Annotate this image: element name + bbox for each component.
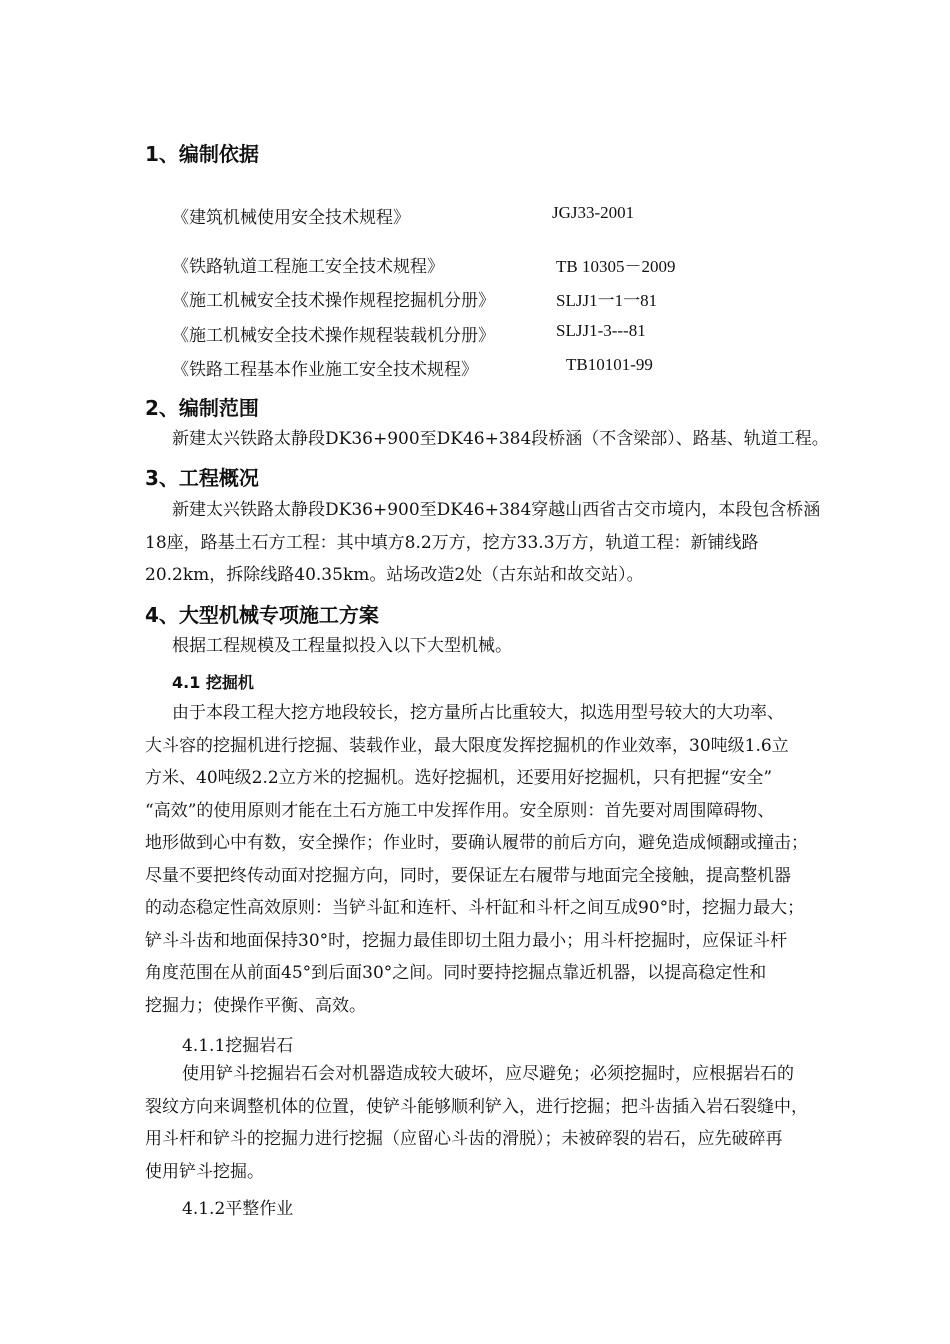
rock-excavation-paragraph: 使用铲斗挖掘岩石会对机器造成较大破坏，应尽避免；必须挖掘时，应根据岩石的 裂纹方向来调整机体的位置，使铲斗能够顺利铲入，进行挖掘；把斗齿插入岩石裂缝中， 用斗杆和铲斗的挖掘力进行挖掘（应留心斗齿的滑脱）；未被碎裂的岩石，应先破碎再 使用铲斗挖掘。 (145, 1064, 808, 1182)
heading-leveling: 4.1.2平整作业 (182, 1199, 294, 1219)
reference-code: JGJ33-2001 (552, 203, 635, 222)
excavator-paragraph: 由于本段工程大挖方地段较长，挖方量所占比重较大，拟选用型号较大的大功率、 大斗容的挖掘机进行挖掘、装载作业，最大限度发挥挖掘机的作业效率，30吨级1.6立 方米、40吨级2.2立方米的挖掘机。选好挖掘机，还要用好挖掘机，只有把握“安全” “高效”的使用原则才能在土石方施工中发挥作用。安全原则：首先要对周围障碍物、 地形做到心中有数，安全操作；作业时，要确认履带的前后方向，避免造成倾翻或撞击； 尽量不要把终传动面对挖掘方向，同时，要保证左右履带与地面完全接触，提高整机器 的动态稳定性高效原则：当铲斗缸和连杆、斗杆缸和斗杆之间互成90°时，挖掘力最大； 铲斗斗齿和地面保持30°时，挖掘力最佳即切土阻力最小；用斗杆挖掘时，应保证斗杆 角度范围在从前面45°到后面30°之间。同时要持挖掘点靠近机器，以提高稳定性和 挖掘力；使操作平衡、高效。 (145, 703, 808, 1016)
heading-rock-excavation: 4.1.1挖掘岩石 (182, 1036, 294, 1056)
reference-title: 《施工机械安全技术操作规程挖掘机分册》 (172, 291, 495, 311)
heading-overview: 3、工程概况 (145, 466, 259, 490)
heading-excavator: 4.1 挖掘机 (172, 673, 254, 692)
reference-title: 《施工机械安全技术操作规程装载机分册》 (172, 326, 495, 346)
reference-code: SLJJ1一1一81 (556, 291, 658, 310)
scope-paragraph: 新建太兴铁路太静段DK36+900至DK46+384段桥涵（不含梁部）、路基、轨道工程。 (172, 429, 829, 449)
overview-paragraph: 新建太兴铁路太静段DK36+900至DK46+384穿越山西省古交市境内，本段包含桥涵 18座，路基土石方工程：其中填方8.2万方，挖方33.3万方，轨道工程：新铺线路 20.2km，拆除线路40.35km。站场改造2处（古东站和故交站）。 (145, 500, 821, 585)
reference-title: 《铁路工程基本作业施工安全技术规程》 (172, 360, 478, 380)
heading-basis: 1、编制依据 (145, 142, 259, 166)
machinery-intro: 根据工程规模及工程量拟投入以下大型机械。 (172, 636, 512, 656)
reference-code: SLJJ1-3---81 (556, 321, 646, 340)
reference-code: TB 10305－2009 (556, 257, 676, 276)
reference-title: 《铁路轨道工程施工安全技术规程》 (172, 257, 444, 277)
heading-machinery-plan: 4、大型机械专项施工方案 (145, 603, 379, 627)
reference-title: 《建筑机械使用安全技术规程》 (172, 208, 410, 228)
reference-code: TB10101-99 (566, 355, 653, 374)
heading-scope: 2、编制范围 (145, 396, 259, 420)
